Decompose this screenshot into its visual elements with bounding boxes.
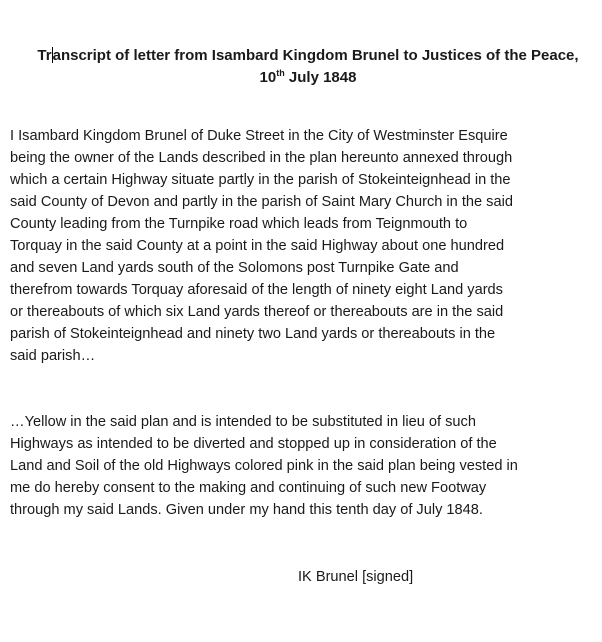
- paragraph-line: or thereabouts of which six Land yards thereof or thereabouts are in the said: [10, 304, 504, 320]
- paragraph-line: therefrom towards Torquay aforesaid of the length of ninety eight Land yards: [10, 282, 503, 298]
- paragraph-line: I Isambard Kingdom Brunel of Duke Street in the City of Westminster Esquire: [10, 128, 508, 144]
- paragraph-line: Torquay in the said County at a point in the said Highway about one hundred: [10, 238, 505, 254]
- paragraph-line: said County of Devon and partly in the parish of Saint Mary Church in the said: [10, 194, 513, 210]
- document-title-line-1: [30, 45, 586, 67]
- paragraph-line: County leading from the Turnpike road which leads from Teignmouth to: [10, 216, 468, 232]
- paragraph-line: Highways as intended to be diverted and stopped up in consideration of the: [10, 436, 497, 452]
- paragraph-line: …Yellow in the said plan and is intended to be substituted in lieu of such: [10, 414, 476, 430]
- paragraph-line: parish of Stokeinteignhead and ninety two Land yards or thereabouts in the: [10, 326, 496, 342]
- title-date-day: 10: [259, 69, 277, 86]
- paragraph-line: me do hereby consent to the making and continuing of such new Footway: [10, 480, 487, 496]
- title-start: Tr: [37, 47, 52, 64]
- body-paragraph-2: [10, 411, 600, 521]
- title-rest: anscript of letter from Isambard Kingdom Brunel to Justices of the Peace,: [52, 47, 579, 64]
- title-date-suffix: th: [276, 68, 285, 78]
- paragraph-line: and seven Land yards south of the Solomons post Turnpike Gate and: [10, 260, 459, 276]
- paragraph-line: which a certain Highway situate partly in the parish of Stokeinteignhead in the: [10, 172, 511, 188]
- signature: IK Brunel [signed]: [298, 569, 414, 585]
- paragraph-line: being the owner of the Lands described in the plan hereunto annexed through: [10, 150, 513, 166]
- paragraph-line: through my said Lands. Given under my hand this tenth day of July 1848.: [10, 502, 483, 518]
- paragraph-line: Land and Soil of the old Highways colored pink in the said plan being vested in: [10, 458, 518, 474]
- body-paragraph-1: [10, 125, 600, 367]
- paragraph-line: said parish…: [10, 348, 96, 364]
- document-title-line-2: [30, 67, 586, 89]
- title-date-rest: July 1848: [284, 69, 357, 86]
